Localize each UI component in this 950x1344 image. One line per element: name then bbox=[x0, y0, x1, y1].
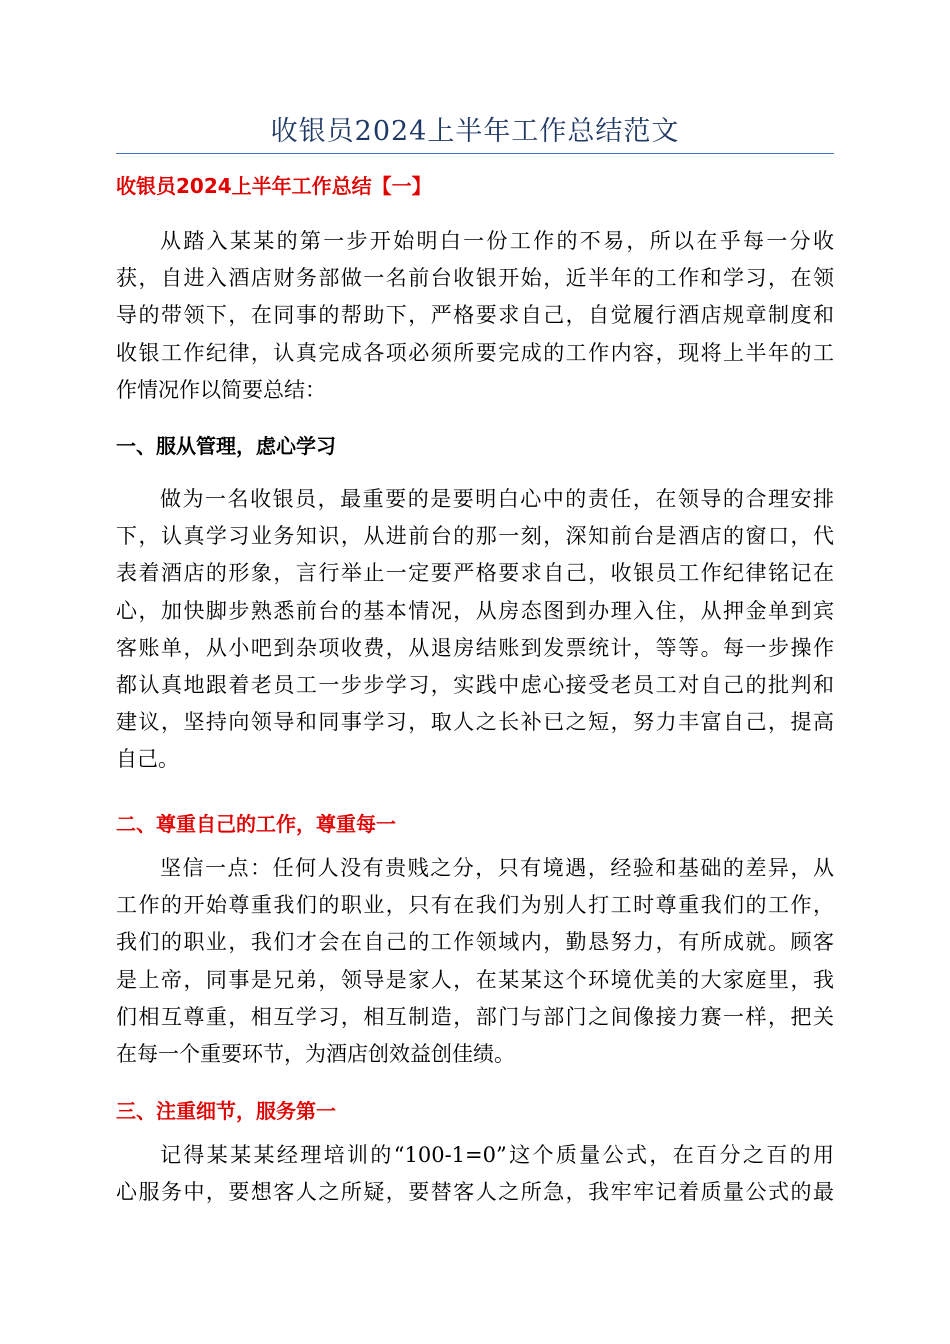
section-body-2 bbox=[116, 481, 834, 779]
paragraph-line: 心，加快脚步熟悉前台的基本情况，从房态图到办理入住，从押金单到宾 bbox=[116, 598, 834, 623]
paragraph-line: 我们的职业，我们才会在自己的工作领域内，勤恳努力，有所成就。顾客 bbox=[116, 930, 834, 955]
paragraph-line: 工作的开始尊重我们的职业，只有在我们为别人打工时尊重我们的工作， bbox=[116, 893, 834, 918]
document-title: 收银员2024上半年工作总结范文 bbox=[270, 116, 680, 147]
paragraph-line: 作情况作以简要总结： bbox=[116, 377, 326, 402]
section-body-4 bbox=[116, 1137, 834, 1211]
paragraph-line: 收银工作纪律，认真完成各项必须所要完成的工作内容，现将上半年的工 bbox=[116, 340, 834, 365]
paragraph-line: 做为一名收银员，最重要的是要明白心中的责任，在领导的合理安排 bbox=[160, 487, 834, 511]
paragraph-line: 从踏入某某的第一步开始明白一份工作的不易，所以在乎每一分收 bbox=[160, 229, 834, 253]
section-heading-4: 三、注重细节，服务第一 bbox=[116, 1099, 336, 1123]
paragraph-line: 表着酒店的形象，言行举止一定要严格要求自己，收银员工作纪律铭记在 bbox=[116, 561, 834, 586]
section-heading-2: 一、服从管理，虑心学习 bbox=[116, 434, 336, 458]
paragraph-line: 自己。 bbox=[116, 747, 179, 772]
paragraph-line: 记得某某某经理培训的“100-1=0”这个质量公式，在百分之百的用 bbox=[160, 1143, 834, 1167]
paragraph-line: 心服务中，要想客人之所疑，要替客人之所急，我牢牢记着质量公式的最 bbox=[116, 1180, 834, 1205]
paragraph-line: 建议，坚持向领导和同事学习，取人之长补已之短，努力丰富自己，提高 bbox=[116, 710, 834, 735]
paragraph-line: 都认真地跟着老员工一步步学习，实践中虑心接受老员工对自己的批判和 bbox=[116, 672, 834, 697]
title-underline bbox=[116, 153, 834, 154]
section-heading-3: 二、尊重自己的工作，尊重每一 bbox=[116, 812, 396, 836]
paragraph-line: 坚信一点：任何人没有贵贱之分，只有境遇，经验和基础的差异，从 bbox=[160, 856, 834, 880]
paragraph-line: 客账单，从小吧到杂项收费，从退房结账到发票统计，等等。每一步操作 bbox=[116, 635, 834, 660]
paragraph-line: 获，自进入酒店财务部做一名前台收银开始，近半年的工作和学习，在领 bbox=[116, 266, 834, 291]
section-heading-1: 收银员2024上半年工作总结【一】 bbox=[116, 174, 432, 198]
paragraph-line: 在每一个重要环节，为酒店创效益创佳绩。 bbox=[116, 1041, 515, 1066]
paragraph-line: 是上帝，同事是兄弟，领导是家人，在某某这个环境优美的大家庭里，我 bbox=[116, 967, 834, 992]
section-body-3 bbox=[116, 850, 834, 1073]
paragraph-line: 下，认真学习业务知识，从进前台的那一刻，深知前台是酒店的窗口，代 bbox=[116, 524, 834, 549]
paragraph-line: 导的带领下，在同事的帮助下，严格要求自己，自觉履行酒店规章制度和 bbox=[116, 303, 834, 328]
section-body-1 bbox=[116, 223, 834, 409]
paragraph-line: 们相互尊重，相互学习，相互制造，部门与部门之间像接力赛一样，把关 bbox=[116, 1004, 834, 1029]
